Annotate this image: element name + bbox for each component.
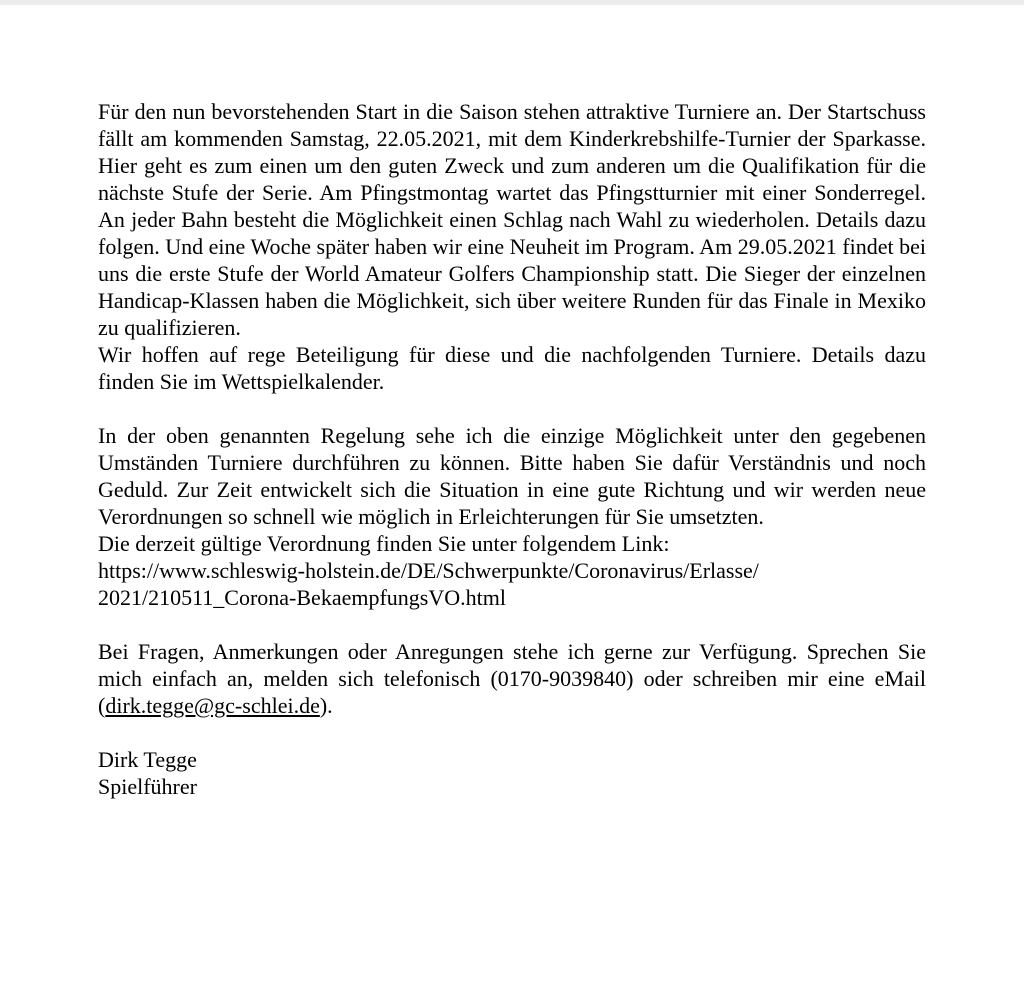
paragraph-gap bbox=[98, 611, 926, 638]
paragraph-contact bbox=[98, 638, 926, 719]
regulation-link-line-2[interactable]: 2021/210511_Corona-BekaempfungsVO.html bbox=[98, 585, 506, 610]
regulation-link[interactable] bbox=[98, 557, 926, 611]
paragraph-participation: Wir hoffen auf rege Beteiligung für diese und die nachfolgenden Turniere. Details dazu finden Sie im Wettspielkalender. bbox=[98, 342, 926, 394]
document-page bbox=[98, 98, 926, 800]
signature-name: Dirk Tegge bbox=[98, 747, 197, 772]
link-intro: Die derzeit gültige Verordnung finden Sie unter folgendem Link: bbox=[98, 531, 670, 556]
paragraph-tournaments: Für den nun bevorstehenden Start in die Saison stehen attraktive Turniere an. Der Startschuss fällt am kommenden Samstag, 22.05.2021, mit dem Kinderkrebshilfe-Turnier der Sparkasse. Hier geht es zum einen um den guten Zweck und zum anderen um die Qualifikation für die nächste Stufe der Serie. Am Pfingstmontag wartet das Pfingstturnier mit einer Sonderregel. An jeder Bahn besteht die Möglichkeit einen Schlag nach Wahl zu wiederholen. Details dazu folgen. Und eine Woche später haben wir eine Neuheit im Program. Am 29.05.2021 findet bei uns die erste Stufe der World Amateur Golfers Championship statt. Die Sieger der einzelnen Handicap-Klassen haben die Möglichkeit, sich über weitere Runden für das Finale in Mexiko zu qualifizieren. bbox=[98, 99, 926, 340]
email-link[interactable]: dirk.tegge@gc-schlei.de bbox=[105, 693, 320, 718]
paragraph-gap bbox=[98, 395, 926, 422]
top-edge-strip bbox=[0, 0, 1024, 5]
contact-text: Bei Fragen, Anmerkungen oder Anregungen stehe ich gerne zur Verfügung. Sprechen Sie mich einfach an, melden sich telefonisch (0170-9039840) oder schreiben mir eine eMail ( bbox=[98, 639, 926, 718]
paragraph-regulation: In der oben genannten Regelung sehe ich die einzige Möglichkeit unter den gegebenen Umständen Turniere durchführen zu können. Bitte haben Sie dafür Verständnis und noch Geduld. Zur Zeit entwickelt sich die Situation in eine gute Richtung und wir werden neue Verordnungen so schnell wie möglich in Erleichterungen für Sie umsetzten. bbox=[98, 423, 926, 529]
regulation-link-line-1[interactable]: https://www.schleswig-holstein.de/DE/Schwerpunkte/Coronavirus/Erlasse/ bbox=[98, 558, 759, 583]
paragraph-gap bbox=[98, 719, 926, 746]
contact-text-end: ). bbox=[319, 693, 333, 718]
signature-title: Spielführer bbox=[98, 774, 197, 799]
